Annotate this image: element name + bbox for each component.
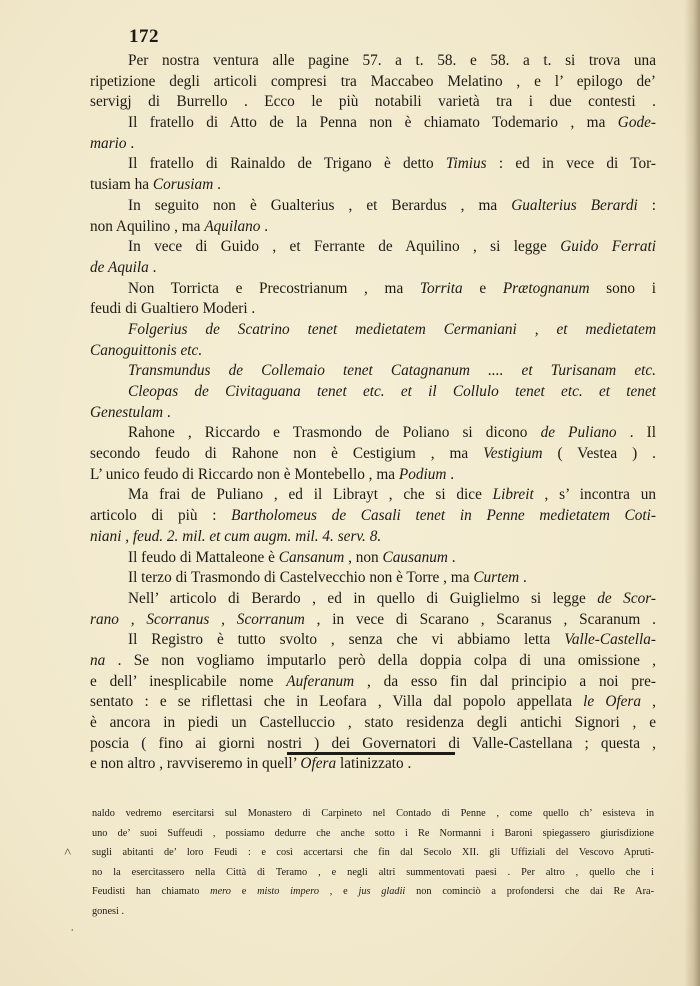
text-line	[90, 506, 656, 527]
text-line	[90, 72, 656, 93]
italic-text-segment: Auferanum	[286, 672, 355, 690]
text-segment: In vece di Guido , et Ferrante de Aquilino , si legge	[128, 238, 561, 256]
text-line	[90, 465, 656, 486]
text-line	[90, 403, 656, 424]
italic-text-segment: Cansanum	[278, 548, 345, 566]
page-binding-shadow	[684, 0, 700, 986]
italic-text-segment: Transmundus de Collemaio tenet Catagnanum .... et Turisanam etc.	[128, 362, 656, 380]
text-line	[90, 92, 656, 113]
text-line	[90, 279, 656, 300]
italic-text-segment: mario	[90, 134, 127, 152]
text-segment: Il Registro è tutto svolto , senza che vi abbiamo letta	[128, 631, 565, 649]
text-segment: ripetizione degli articoli compresi tra Maccabeo Melatino , e l’ epilogo de’	[90, 72, 656, 90]
text-segment: ( Vestea ) .	[542, 445, 656, 463]
italic-text-segment: mero	[210, 886, 231, 897]
italic-text-segment: de Scor-	[597, 589, 656, 607]
footnote-line	[92, 863, 654, 883]
text-line	[90, 754, 656, 775]
text-line	[90, 361, 656, 382]
text-segment: e	[230, 886, 258, 897]
text-line	[90, 299, 656, 320]
text-segment: In seguito non è Gualterius , et Berardus , ma	[128, 196, 512, 214]
text-segment: Per nostra ventura alle pagine 57. a t. 58. e 58. a t. si trova una	[128, 52, 656, 69]
text-segment: , da esso fin dal principio a noi pre-	[354, 672, 656, 690]
text-segment: .	[163, 403, 171, 421]
italic-text-segment: Libreit	[492, 486, 534, 504]
text-segment: :	[637, 196, 656, 214]
italic-text-segment: jus gladii	[358, 886, 406, 897]
text-segment: Non Torricta e Precostrianum , ma	[128, 279, 420, 297]
text-line	[90, 713, 656, 734]
text-segment: : ed in vece di Tor-	[486, 155, 656, 173]
text-segment: . Il	[616, 424, 656, 442]
text-segment: Ma frai de Puliano , ed il Librayt , che si dice	[128, 486, 493, 504]
text-line	[90, 134, 656, 155]
text-segment: non Aquilino , ma	[90, 217, 205, 235]
text-segment: . Se non vogliamo imputarlo però della doppia colpa di una omissione ,	[105, 651, 656, 669]
text-line	[90, 527, 656, 548]
text-line	[90, 237, 656, 258]
margin-tick-mark: ˈ	[70, 926, 75, 941]
footnote-line	[92, 902, 654, 922]
text-segment: Il fratello di Rainaldo de Trigano è detto	[128, 155, 446, 173]
italic-text-segment: Corusiam	[152, 176, 214, 194]
text-segment: articolo di più :	[90, 507, 232, 525]
italic-text-segment: misto impero	[257, 886, 319, 897]
text-line	[90, 568, 656, 589]
text-line	[90, 610, 656, 631]
text-segment: naldo vedremo esercitarsi sul Monastero di Carpineto nel Contado di Penne , come quello ch’ esisteva in	[92, 808, 654, 819]
text-line	[90, 175, 656, 196]
footnote-line	[92, 843, 654, 863]
text-segment: .	[148, 258, 157, 276]
text-segment: no la esercitassero nella Città di Teramo , e negli altri summentovati paesi . Per altro , quello che i	[92, 866, 654, 878]
text-segment: .	[519, 569, 527, 587]
italic-text-segment: Canoguittonis etc.	[90, 341, 203, 359]
italic-text-segment: Folgerius de Scatrino tenet medietatem Cermaniani , et medietatem	[128, 320, 656, 338]
text-segment: , e	[318, 886, 359, 897]
text-segment: Il fratello di Atto de la Penna non è chiamato Todemario , ma	[128, 114, 618, 132]
text-line	[90, 444, 656, 465]
text-segment: feudi di Gualtiero Moderi .	[90, 300, 256, 318]
text-segment: tusiam ha	[90, 176, 153, 194]
text-segment: poscia ( fino ai giorni nostri ) dei Governatori di Valle-Castellana ; questa ,	[90, 734, 656, 752]
italic-text-segment: Bartholomeus de Casali tenet in Penne medietatem Coti-	[231, 507, 656, 525]
text-segment: Nell’ articolo di Berardo , ed in quello di Guiglielmo si legge	[128, 589, 598, 607]
text-segment: Il feudo di Mattaleone è	[128, 548, 279, 566]
text-segment: sono i	[589, 279, 656, 297]
text-line	[90, 692, 656, 713]
italic-text-segment: le Ofera	[583, 693, 642, 711]
italic-text-segment: Timius	[445, 155, 487, 173]
text-segment: Rahone , Riccardo e Trasmondo de Poliano si dicono	[128, 424, 541, 442]
text-line	[90, 382, 656, 403]
text-segment: non cominciò a profondersi che dai Re Ara-	[405, 886, 654, 897]
text-line	[90, 423, 656, 444]
text-line	[90, 196, 656, 217]
italic-text-segment: na	[90, 651, 106, 669]
text-segment: , in vece di Scarano , Scaranus , Scaranum .	[304, 610, 656, 628]
italic-text-segment: Cleopas de Civitaguana tenet etc. et il Collulo tenet etc. et tenet	[128, 383, 656, 400]
text-line	[90, 320, 656, 341]
italic-text-segment: niani , feud. 2. mil. et cum augm. mil. 4. serv. 8.	[90, 527, 382, 545]
italic-text-segment: Valle-Castella-	[564, 631, 656, 649]
text-line	[90, 651, 656, 672]
footnote-line	[92, 804, 654, 824]
italic-text-segment: Gode-	[617, 114, 656, 132]
footnote-line	[92, 882, 654, 902]
footnote-divider	[287, 752, 455, 755]
text-line	[90, 341, 656, 362]
text-line	[90, 258, 656, 279]
text-segment: uno de’ suoi Suffeudi , possiamo dedurre che anche sotto i Re Normanni i Baroni spiegassero giurisdizione	[92, 827, 654, 839]
italic-text-segment: Genestulam	[90, 403, 164, 421]
text-segment: .	[213, 176, 221, 194]
italic-text-segment: rano , Scorranus , Scorranum	[90, 610, 305, 628]
text-segment: e non altro , ravviseremo in quell’	[90, 755, 301, 773]
text-segment: sentato : e se riflettasi che in Leofara , Villa dal popolo appellata	[90, 693, 584, 711]
italic-text-segment: Causanum	[382, 548, 448, 566]
italic-text-segment: Gualterius Berardi	[511, 196, 638, 214]
footnote-block	[92, 804, 654, 921]
text-segment: Feudisti han chiamato	[92, 886, 211, 897]
text-line	[90, 154, 656, 175]
text-segment: .	[446, 465, 455, 483]
text-segment: e	[462, 279, 503, 297]
text-segment: L’ unico feudo di Riccardo non è Montebello , ma	[90, 465, 399, 483]
italic-text-segment: Vestigium	[483, 445, 543, 463]
text-line	[90, 630, 656, 651]
italic-text-segment: Prætognanum	[502, 279, 590, 297]
italic-text-segment: de Aquila	[90, 258, 149, 276]
text-line	[90, 113, 656, 134]
text-segment: latinizzato .	[336, 755, 412, 773]
text-segment: gonesi .	[92, 905, 125, 917]
italic-text-segment: Curtem	[473, 569, 520, 587]
italic-text-segment: de Puliano	[540, 424, 617, 442]
text-segment: .	[260, 217, 269, 235]
text-line	[90, 51, 656, 72]
text-line	[90, 672, 656, 693]
text-segment: , s’ incontra un	[533, 486, 656, 504]
text-segment: ,	[641, 693, 656, 711]
text-segment: sugli abitanti de’ loro Feudi : e così accertarsi che fin dal Secolo XII. gli Uffiziali del Vescovo Apruti-	[92, 847, 654, 858]
italic-text-segment: Podium	[398, 465, 447, 483]
text-segment: , non	[344, 548, 383, 566]
text-line	[90, 548, 656, 569]
text-segment: è ancora in piedi un Castelluccio , stato residenza degli antichi Signori , e	[90, 714, 656, 731]
text-segment: servigj di Burrello . Ecco le più notabili varietà tra i due contesti .	[90, 93, 656, 111]
text-segment: e dell’ inesplicabile nome	[90, 672, 287, 690]
italic-text-segment: Ofera	[300, 755, 337, 773]
main-text-block	[90, 51, 656, 775]
text-line	[90, 589, 656, 610]
text-segment: .	[126, 134, 135, 152]
italic-text-segment: Guido Ferrati	[560, 238, 656, 256]
text-segment: .	[447, 548, 456, 566]
text-line	[90, 485, 656, 506]
margin-tick-mark: ˄	[64, 844, 72, 859]
page-number: 172	[129, 26, 159, 47]
text-segment: secondo feudo di Rahone non è Cestigium , ma	[90, 445, 484, 463]
text-line	[90, 217, 656, 238]
italic-text-segment: Aquilano	[204, 217, 261, 235]
italic-text-segment: Torrita	[419, 279, 463, 297]
text-segment: Il terzo di Trasmondo di Castelvecchio non è Torre , ma	[128, 569, 474, 587]
footnote-line	[92, 824, 654, 844]
